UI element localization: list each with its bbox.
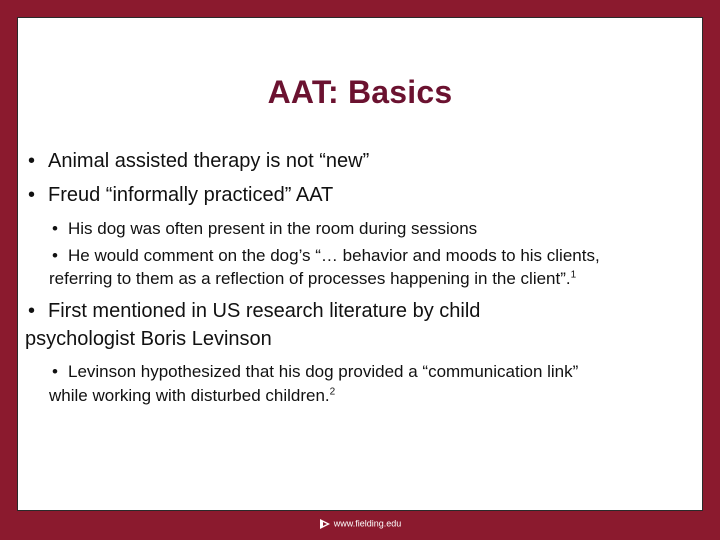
- fielding-logo-icon: [319, 518, 331, 530]
- bullet-marker: •: [52, 362, 58, 381]
- bullet-marker: •: [28, 300, 36, 322]
- bullet-marker: •: [28, 150, 36, 172]
- bullet-marker: •: [52, 246, 58, 265]
- slide-title: AAT: Basics: [267, 74, 453, 110]
- sub-bullet-communication-link: • Levinson hypothesized that his dog provided a “communication link”: [52, 362, 579, 381]
- bullet-animal-assisted-therapy: • Animal assisted therapy is not “new”: [28, 150, 370, 172]
- sub-bullet-dog-present: • His dog was often present in the room during sessions: [52, 219, 478, 238]
- footnote-ref: 1: [570, 269, 577, 281]
- bullet-levinson: • First mentioned in US research literature by child: [28, 300, 481, 322]
- bullet-marker: •: [28, 184, 36, 206]
- footnote-ref: 2: [329, 386, 336, 398]
- sub-bullet-dog-comment: • He would comment on the dog’s “… behavior and moods to his clients,: [52, 246, 600, 265]
- sub-bullet-dog-comment-continued: referring to them as a reflection of processes happening in the client”.$^1$: [49, 269, 577, 288]
- bullet-marker: •: [52, 219, 58, 238]
- bullet-freud: • Freud “informally practiced” AAT: [28, 184, 334, 206]
- sub-bullet-communication-link-continued: while working with disturbed children.$^2$: [49, 386, 336, 405]
- footer: [0, 518, 720, 530]
- bullet-levinson-continued: psychologist Boris Levinson: [25, 328, 272, 350]
- footer-url[interactable]: www.fielding.edu: [333, 518, 402, 529]
